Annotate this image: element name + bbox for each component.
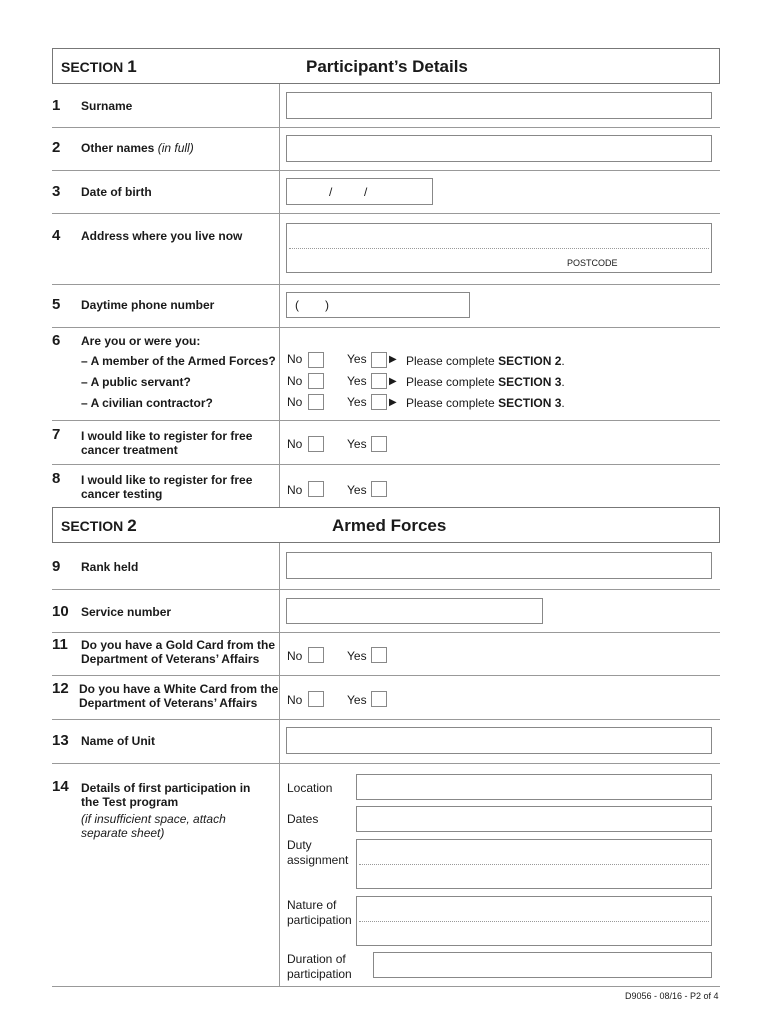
q6-row3-note-section: SECTION 3 bbox=[498, 396, 562, 410]
q2-number: 2 bbox=[52, 139, 61, 156]
row-divider bbox=[52, 213, 720, 214]
row-divider bbox=[52, 420, 720, 421]
phone-input[interactable] bbox=[286, 292, 470, 318]
nature-dotted-line bbox=[359, 921, 709, 922]
q12-no-label: No bbox=[287, 693, 303, 707]
row-divider bbox=[52, 464, 720, 465]
q6-row1-note-pre: Please complete bbox=[406, 354, 499, 368]
q12-label-line2: Department of Veterans’ Affairs bbox=[79, 696, 258, 710]
q11-yes-label: Yes bbox=[347, 649, 367, 663]
q11-no-checkbox[interactable] bbox=[308, 647, 324, 663]
q11-yes-checkbox[interactable] bbox=[371, 647, 387, 663]
q6-row3-no-checkbox[interactable] bbox=[308, 394, 324, 410]
name-of-unit-input[interactable] bbox=[286, 727, 712, 754]
q14-hint bbox=[81, 812, 226, 840]
section-1-header bbox=[52, 48, 720, 84]
row-divider bbox=[52, 327, 720, 328]
q1-number: 1 bbox=[52, 97, 61, 114]
q9-number: 9 bbox=[52, 558, 61, 575]
q6-row1-note-section: SECTION 2 bbox=[498, 354, 562, 368]
location-input[interactable] bbox=[356, 774, 712, 800]
footer-divider bbox=[52, 986, 720, 987]
q8-number: 8 bbox=[52, 470, 61, 487]
row-divider bbox=[52, 675, 720, 676]
arrow-right-icon: ▶ bbox=[389, 397, 397, 408]
q6-row1-no-checkbox[interactable] bbox=[308, 352, 324, 368]
q3-number: 3 bbox=[52, 183, 61, 200]
surname-input[interactable] bbox=[286, 92, 712, 119]
q6-row3-label: – A civilian contractor? bbox=[81, 396, 213, 410]
q3-label: Date of birth bbox=[81, 185, 152, 199]
other-names-input[interactable] bbox=[286, 135, 712, 162]
section-2-divider bbox=[279, 543, 280, 986]
duration-line1: Duration of bbox=[287, 952, 346, 966]
q8-label-line1: I would like to register for free bbox=[81, 473, 253, 487]
phone-paren-open: ( bbox=[295, 298, 299, 312]
duty-line2: assignment bbox=[287, 853, 349, 867]
nature-line1: Nature of bbox=[287, 898, 337, 912]
q12-yes-label: Yes bbox=[347, 693, 367, 707]
q8-divider bbox=[279, 465, 280, 507]
q10-number: 10 bbox=[52, 603, 69, 620]
q6-row2-note-section: SECTION 3 bbox=[498, 375, 562, 389]
q8-yes-checkbox[interactable] bbox=[371, 481, 387, 497]
q8-label-line2: cancer testing bbox=[81, 487, 163, 501]
q7-label-line1: I would like to register for free bbox=[81, 429, 253, 443]
address-dotted-line bbox=[289, 248, 709, 249]
q7-no-checkbox[interactable] bbox=[308, 436, 324, 452]
row-divider bbox=[52, 284, 720, 285]
q6-row2-note bbox=[406, 375, 565, 389]
arrow-right-icon: ▶ bbox=[389, 354, 397, 365]
section-2-title: Armed Forces bbox=[332, 516, 447, 535]
duration-of-participation-input[interactable] bbox=[373, 952, 712, 978]
q6-row3-no-label: No bbox=[287, 395, 303, 409]
q6-label: Are you or were you: bbox=[81, 334, 201, 348]
q6-row2-label: – A public servant? bbox=[81, 375, 191, 389]
q13-label: Name of Unit bbox=[81, 734, 156, 748]
q11-label-line1: Do you have a Gold Card from the bbox=[81, 638, 276, 652]
q6-row2-note-post: . bbox=[561, 375, 565, 389]
row-divider bbox=[52, 589, 720, 590]
service-number-input[interactable] bbox=[286, 598, 543, 624]
q4-label: Address where you live now bbox=[81, 229, 243, 243]
q6-row3-note bbox=[406, 396, 565, 410]
q2-hint: (in full) bbox=[157, 141, 194, 155]
q7-no-label: No bbox=[287, 437, 303, 451]
q6-row1-note-post: . bbox=[561, 354, 565, 368]
section-1-label bbox=[61, 57, 137, 77]
dates-input[interactable] bbox=[356, 806, 712, 832]
q8-yes-label: Yes bbox=[347, 483, 367, 497]
q12-label bbox=[79, 682, 278, 710]
q13-number: 13 bbox=[52, 732, 69, 749]
duty-assignment-label bbox=[287, 838, 348, 868]
q7-yes-label: Yes bbox=[347, 437, 367, 451]
q7-yes-checkbox[interactable] bbox=[371, 436, 387, 452]
duty-assignment-input[interactable] bbox=[356, 839, 712, 889]
q6-row2-no-checkbox[interactable] bbox=[308, 373, 324, 389]
q12-no-checkbox[interactable] bbox=[308, 691, 324, 707]
q10-label: Service number bbox=[81, 605, 172, 619]
q6-row2-yes-checkbox[interactable] bbox=[371, 373, 387, 389]
location-label: Location bbox=[287, 781, 333, 795]
section-2-word: SECTION bbox=[61, 518, 124, 534]
dates-label: Dates bbox=[287, 812, 319, 826]
duty-dotted-line bbox=[359, 864, 709, 865]
q9-label: Rank held bbox=[81, 560, 139, 574]
q8-no-label: No bbox=[287, 483, 303, 497]
q6-row3-note-pre: Please complete bbox=[406, 396, 499, 410]
q11-number: 11 bbox=[52, 636, 68, 653]
q7-label bbox=[81, 429, 252, 457]
q6-row1-no-label: No bbox=[287, 352, 303, 366]
q6-row1-label: – A member of the Armed Forces? bbox=[81, 354, 276, 368]
row-divider bbox=[52, 719, 720, 720]
duration-of-participation-label bbox=[287, 952, 352, 982]
row-divider bbox=[52, 763, 720, 764]
q6-row3-yes-label: Yes bbox=[347, 395, 367, 409]
form-code: D9056 - 08/16 - P2 of 4 bbox=[625, 991, 719, 1001]
postcode-label: POSTCODE bbox=[567, 258, 618, 268]
q12-number: 12 bbox=[52, 680, 69, 697]
q12-yes-checkbox[interactable] bbox=[371, 691, 387, 707]
q2-label bbox=[81, 141, 194, 155]
section-2-number: 2 bbox=[127, 516, 137, 535]
q14-label-line2: the Test program bbox=[81, 795, 179, 809]
nature-line2: participation bbox=[287, 913, 352, 927]
arrow-right-icon: ▶ bbox=[389, 376, 397, 387]
q14-hint-line1: (if insufficient space, attach bbox=[81, 812, 226, 826]
phone-paren-close: ) bbox=[325, 298, 329, 312]
q6-number: 6 bbox=[52, 332, 61, 349]
q11-no-label: No bbox=[287, 649, 303, 663]
q7-label-line2: cancer treatment bbox=[81, 443, 178, 457]
q8-no-checkbox[interactable] bbox=[308, 481, 324, 497]
q14-label bbox=[81, 781, 250, 809]
q5-number: 5 bbox=[52, 296, 61, 313]
section-1-divider bbox=[279, 84, 280, 465]
q14-number: 14 bbox=[52, 778, 69, 795]
q5-label: Daytime phone number bbox=[81, 298, 215, 312]
duration-line2: participation bbox=[287, 967, 352, 981]
dob-separator-1: / bbox=[329, 185, 333, 199]
address-input[interactable] bbox=[286, 223, 712, 273]
row-divider bbox=[52, 127, 720, 128]
q4-number: 4 bbox=[52, 227, 61, 244]
q1-label: Surname bbox=[81, 99, 133, 113]
nature-of-participation-input[interactable] bbox=[356, 896, 712, 946]
section-2-header bbox=[52, 507, 720, 543]
q6-row2-no-label: No bbox=[287, 374, 303, 388]
section-1-word: SECTION bbox=[61, 59, 124, 75]
q6-row3-yes-checkbox[interactable] bbox=[371, 394, 387, 410]
section-2-label bbox=[61, 516, 137, 536]
q11-label-line2: Department of Veterans’ Affairs bbox=[81, 652, 260, 666]
q6-row1-yes-checkbox[interactable] bbox=[371, 352, 387, 368]
q6-row1-yes-label: Yes bbox=[347, 352, 367, 366]
row-divider bbox=[52, 170, 720, 171]
nature-of-participation-label bbox=[287, 898, 352, 928]
duty-line1: Duty bbox=[287, 838, 312, 852]
q8-label bbox=[81, 473, 252, 501]
q14-hint-line2: separate sheet) bbox=[81, 826, 165, 840]
q2-label-text: Other names bbox=[81, 141, 155, 155]
q7-number: 7 bbox=[52, 426, 61, 443]
date-of-birth-input[interactable] bbox=[286, 178, 433, 205]
q6-row2-note-pre: Please complete bbox=[406, 375, 499, 389]
section-1-title: Participant’s Details bbox=[306, 57, 468, 76]
row-divider bbox=[52, 632, 720, 633]
q14-label-line1: Details of first participation in bbox=[81, 781, 251, 795]
q12-label-line1: Do you have a White Card from the bbox=[79, 682, 279, 696]
rank-held-input[interactable] bbox=[286, 552, 712, 579]
q6-row2-yes-label: Yes bbox=[347, 374, 367, 388]
q6-row3-note-post: . bbox=[561, 396, 565, 410]
dob-separator-2: / bbox=[364, 185, 368, 199]
q11-label bbox=[81, 638, 275, 666]
section-1-number: 1 bbox=[127, 57, 137, 76]
q6-row1-note bbox=[406, 354, 565, 368]
